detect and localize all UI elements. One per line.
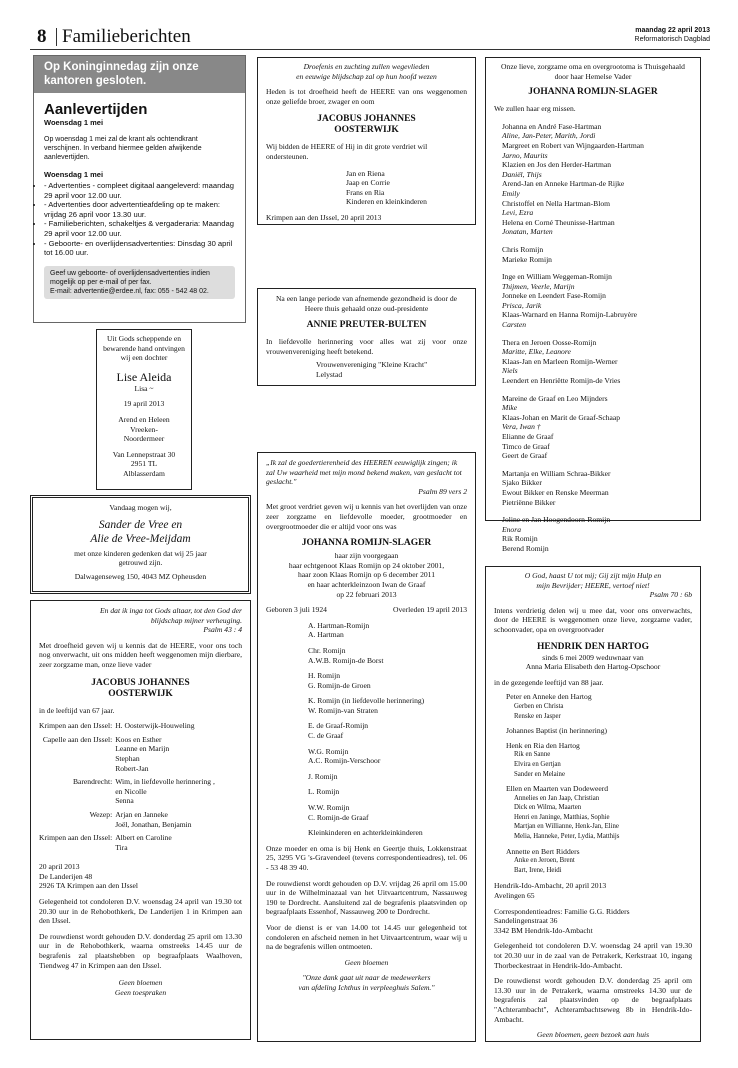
family-group [308, 671, 467, 690]
baby-name: Lise Aleida [116, 369, 172, 384]
parents-line: Arend en Heleen [118, 414, 170, 424]
family-member: A.W.B. Romijn-de Borst [308, 655, 384, 665]
family-member: Geert de Graaf [502, 451, 548, 461]
family-member: Ellen en Maarten van Dodeweerd [506, 784, 609, 794]
obituary-text: In liefdevolle herinnering voor alles wat zij voor onze vrouwenvereniging heeft betekend. [266, 337, 467, 356]
family-group [506, 726, 692, 736]
couple-name: Sander de Vree en [98, 518, 183, 531]
obituary-date: 20 april 2013 [39, 862, 80, 872]
obituary-hendrik-den-hartog [485, 566, 701, 1042]
family-member: L. Romijn [308, 787, 340, 797]
wedding-intro: Vandaag mogen wij, [109, 503, 172, 512]
list-item: • - Advertenties door advertentieafdeling op te maken: vrijdag 26 april voor 13.30 uur. [44, 200, 235, 219]
page-header [30, 24, 710, 50]
family-member: Margreet en Robert van Wijngaarden-Hartman [502, 140, 644, 150]
family-member: Annelies en Jan Jaap, Christian [514, 794, 600, 802]
page-number: 8 [37, 26, 47, 47]
family-group [308, 772, 467, 782]
family-member: Dick en Wilma, Maarten [514, 804, 582, 812]
family-member: Ewout Bikker en Renske Meerman [502, 487, 609, 497]
bible-verse: mijn Bevrijder; HEERE, vertoef niet! [536, 580, 650, 590]
family-member: Chris Romijn [502, 244, 544, 254]
table-row [39, 721, 242, 731]
family-member: Annette en Bert Ridders [506, 846, 580, 856]
condolence-info: Voor de dienst is er van 14.00 tot 14.45 uur gelegenheid tot condoleren en afscheid nemen in het Uitvaartcentrum, waar wij u na de begrafenis willen ontmoeten. [266, 922, 467, 952]
family-member: Pietriënne Bikker [502, 497, 556, 507]
family-members: Wim, in liefdevolle herinnering , en Nicolle Senna [115, 777, 215, 806]
bible-verse: En dat ik inga tot Gods altaar, tot den God der blijdschap mijner verheuging. [100, 606, 242, 625]
obituary-intro: Heden is tot droefheid heeft de HEERE van ons weggenomen onze geliefde broer, zwager en oom [266, 87, 467, 106]
family-member: W. Romijn-van Straten [308, 705, 378, 715]
family-member: Enora [502, 524, 521, 534]
organisation-place: Lelystad [316, 369, 343, 379]
family-member: Melia, Hanneke, Peter, Lydia, Matthijs [514, 833, 620, 841]
family-member: Leendert en Henriëtte Romijn-de Vries [502, 376, 621, 386]
deceased-name: HENDRIK DEN HARTOG [537, 641, 649, 652]
mourners-list [266, 169, 467, 207]
mourner-name: Jan en Riena [346, 168, 385, 178]
family-member: Mike [502, 403, 518, 413]
closing-note: Geen bloemen, geen bezoek aan huis [536, 1030, 650, 1040]
thanks-line: van afdeling Ichthus in verpleeghuis Salem." [298, 982, 435, 992]
family-members: Arjan en Janneke Joël, Jonathan, Benjamin [115, 809, 192, 829]
grandchildren-list [494, 122, 692, 554]
family-group [506, 741, 692, 779]
advert-contact[interactable]: E-mail: advertentie@erdee.nl, fax: 055 - 542 48 02. [50, 287, 209, 295]
address-line: Alblasserdam [123, 468, 165, 478]
family-member: Helena en Corné Theunisse-Hartman [502, 217, 615, 227]
family-group [502, 272, 692, 330]
family-members: Albert en Caroline Tira [115, 833, 172, 852]
family-member: W.G. Romijn [308, 746, 349, 756]
table-row [39, 810, 242, 829]
family-place: Capelle aan den IJssel: [42, 734, 113, 744]
deceased-name: JOHANNA ROMIJN-SLAGER [301, 538, 432, 549]
family-member: Johanna en André Fase-Hartman [502, 121, 602, 131]
obituary-jacobus-family [257, 57, 476, 225]
date-text: maandag 22 april 2013 [635, 27, 710, 34]
deceased-surname: OOSTERWIJK [108, 688, 173, 699]
parents-line: Noordermeer [123, 434, 165, 444]
wedding-address: Dalwagenseweg 150, 4043 MZ Opheusden [74, 571, 207, 581]
death-date: Overleden 19 april 2013 [392, 605, 467, 615]
closing-notice-advert [33, 55, 246, 323]
address-line: 2926 TA Krimpen aan den IJssel [39, 881, 139, 891]
family-table [39, 721, 242, 856]
organisation: Vrouwenvereniging "Kleine Kracht" [316, 360, 428, 370]
family-member: W.W. Romijn [308, 803, 350, 813]
bible-verse: en eeuwige blijdschap zal op hun hoofd wezen [296, 71, 437, 81]
family-group [502, 469, 692, 507]
table-row [39, 833, 242, 852]
verse-reference: Psalm 43 : 4 [203, 625, 242, 635]
deceased-name: ANNIE PREUTER-BULTEN [306, 320, 427, 331]
family-member: Mareine de Graaf en Leo Mijnders [502, 393, 608, 403]
family-group [502, 245, 692, 264]
place-date: Krimpen aan den IJssel, 20 april 2013 [266, 212, 382, 222]
family-place: Krimpen aan den IJssel: [39, 721, 113, 731]
life-dates [266, 605, 467, 615]
correspondence-line: Correspondentieadres: Familie G.G. Ridders [494, 906, 630, 916]
funeral-info: De rouwdienst wordt gehouden D.V. donderdag 25 april om 13.30 uur in de Rehobothkerk, waarna omstreeks 14.45 uur de begrafenis zal plaatshebben op begraafplaats Waalhoven, Tiendweg 47 in Krimpen aan den IJssel. [39, 931, 242, 970]
family-member: Vera, Iwan † [502, 422, 541, 432]
family-group [506, 847, 692, 876]
family-member: Rik en Sanne [514, 751, 551, 759]
verse-reference: Psalm 89 vers 2 [418, 486, 467, 496]
wedding-text: met onze kinderen gedenken dat wij 25 jaar getrouwd zijn. [74, 548, 207, 568]
family-group [308, 621, 467, 640]
family-member: J. Romijn [308, 771, 338, 781]
obituary-intro: Met groot verdriet geven wij u kennis van het overlijden van onze zeer zorgzame en liefdevolle moeder, grootmoeder en overgrootmoeder die er altijd voor ons was [266, 502, 467, 531]
family-member: Rik Romijn [502, 534, 538, 544]
obituary-text: Wij bidden de HEERE of Hij in dit grote verdriet wil ondersteunen. [266, 142, 428, 161]
deceased-name: JACOBUS JOHANNES [317, 114, 416, 125]
family-group [502, 122, 692, 237]
family-member: Klaas-Warnard en Hanna Romijn-Labruyère [502, 310, 637, 320]
family-members: Koos en Esther Leanne en Marijn Stephan Robert-Jan [115, 734, 170, 773]
family-member: Anke en Jeroen, Brent [514, 857, 575, 865]
family-group [506, 692, 692, 721]
family-member: Bart, Irene, Heidi [514, 866, 562, 874]
advert-day: Woensdag 1 mei [44, 118, 104, 127]
verse-reference: Psalm 70 : 6b [649, 590, 692, 600]
family-member: Christoffel en Nella Hartman-Blom [502, 198, 611, 208]
family-member: Thijmen, Veerle, Marijn [502, 281, 575, 291]
family-member: Renske en Jasper [514, 712, 561, 720]
correspondence-line: Sandelingenstraat 36 [494, 916, 558, 926]
family-list [494, 692, 692, 875]
bible-verse: „Ik zal de goedertierenheid des HEEREN eeuwiglijk zingen; ik zal Uw waarheid met mijn mond bekend maken, van geslacht tot geslacht." [266, 458, 462, 487]
predeceased-line: haar echtgenoot Klaas Romijn op 24 oktober 2001, [288, 560, 445, 570]
condolence-info: Gelegenheid tot condoleren D.V. woensdag 24 april van 19.30 tot 20.30 uur in de Rehobothkerk, De Landerijen 1 in Krimpen aan den IJssel. [39, 897, 242, 926]
family-member: G. Romijn-de Groen [308, 680, 371, 690]
grandchildren-line: Kleinkinderen en achterkleinkinderen [308, 828, 423, 838]
family-place: Krimpen aan den IJssel: [39, 833, 113, 843]
advert-note-box [44, 266, 235, 299]
family-member: A. Hartman-Romijn [308, 620, 370, 630]
couple-name: Alie de Vree-Meijdam [90, 532, 191, 545]
family-member: Henri en Janinge, Matthias, Sophie [514, 813, 610, 821]
table-row [39, 777, 242, 806]
closing-note: Geen bloemen [344, 957, 389, 967]
advert-banner: Op Koninginnedag zijn onze kantoren gesloten. [34, 56, 245, 93]
birth-announcement [96, 329, 192, 490]
baby-nickname: Lisa ~ [134, 383, 154, 393]
family-member: Chr. Romijn [308, 645, 346, 655]
family-member: Jarno, Maurits [502, 150, 548, 160]
header-divider [56, 28, 57, 46]
table-row [39, 735, 242, 773]
family-member: Thera en Jeroen Oosse-Romijn [502, 337, 597, 347]
family-member: Henk en Ria den Hartog [506, 740, 580, 750]
family-member: E. de Graaf-Romijn [308, 721, 369, 731]
family-member: Levi, Ezra [502, 208, 534, 218]
predeceased-line: en haar achterkleinzoon Iwan de Graaf [307, 579, 426, 589]
list-item: • - Familieberichten, schakeltjes & vergaderaria: Maandag 29 april voor 12.00 uur. [44, 219, 235, 238]
mourner-name: Kinderen en kleinkinderen [346, 197, 427, 207]
widower-line: sinds 6 mei 2009 weduwnaar van [542, 652, 644, 662]
birth-intro: Uit Gods scheppende en bewarende hand ontvingen wij een dochter [103, 334, 185, 363]
obituary-intro: Na een lange periode van afnemende gezondheid is door de Heere thuis gehaald onze oud-presidente [275, 294, 458, 313]
family-member: Klaas-Jan en Marleen Romijn-Werner [502, 356, 618, 366]
obituary-intro: Onze lieve, zorgzame oma en overgrootoma is Thuisgehaald door haar Hemelse Vader [501, 62, 685, 81]
widower-line: Anna Maria Elisabeth den Hartog-Opschoor [525, 662, 661, 672]
family-member: H. Romijn [308, 671, 341, 681]
deceased-age: in de leeftijd van 67 jaar. [39, 705, 115, 715]
wedding-anniversary [30, 495, 251, 594]
family-group [308, 646, 467, 665]
address-line: De Landerijen 48 [39, 871, 93, 881]
family-member: Prisca, Jarik [502, 300, 542, 310]
list-item: • - Geboorte- en overlijdensadvertenties: Dinsdag 30 april tot 16.00 uur. [44, 239, 235, 258]
family-member: Inge en William Weggeman-Romijn [502, 272, 612, 282]
family-member: Gerben en Christa [514, 702, 564, 710]
family-member: Berend Romijn [502, 543, 549, 553]
parents-line: Vreeken- [130, 424, 158, 434]
family-member: Daniël, Thijs [502, 169, 542, 179]
family-member: Elianne de Graaf [502, 432, 554, 441]
advert-note: Geef uw geboorte- of overlijdensadvertenties indien mogelijk op per e-mail of per fax. [50, 269, 210, 286]
thanks-line: "Onze dank gaat uit naar de medewerkers [302, 973, 431, 983]
obituary-annie-preuter [257, 288, 476, 386]
family-members: H. Oosterwijk-Houweling [115, 721, 195, 731]
paper-name: Reformatorisch Dagblad [634, 35, 710, 43]
address-line: 2951 TL [130, 459, 158, 469]
family-member: K. Romijn (in liefdevolle herinnering) [308, 696, 425, 706]
family-member: Jonneke en Leendert Fase-Romijn [502, 291, 606, 301]
family-member: Aline, Jan-Peter, Marith, Jordi [502, 131, 596, 141]
address-line: Van Lennepstraat 30 [112, 449, 176, 459]
predeceased-line: haar zijn voorgegaan [334, 551, 399, 561]
family-member: C. Romijn-de Graaf [308, 812, 369, 822]
family-place: Wezep: [89, 809, 113, 819]
section-title: Familieberichten [62, 26, 191, 47]
family-member: Martanja en William Schraa-Bikker [502, 468, 611, 478]
family-member: Peter en Anneke den Hartog [506, 692, 592, 702]
deceased-surname: OOSTERWIJK [334, 125, 399, 136]
address-line: Avelingen 65 [494, 891, 535, 901]
advert-intro: Op woensdag 1 mei zal de krant als ochtendkrant verschijnen. In verband hiermee gelden afwijkende aanlevertijden. [44, 136, 202, 161]
family-member: Jonatan, Marten [502, 227, 553, 237]
deceased-name: JACOBUS JOHANNES [91, 677, 190, 688]
deceased-name: JOHANNA ROMIJN-SLAGER [528, 87, 658, 98]
family-group [506, 784, 692, 842]
predeceased-line: op 22 februari 2013 [336, 589, 397, 599]
family-group [308, 721, 467, 740]
bible-verse: O God, haast U tot mij; Gij zijt mijn Hulp en [524, 571, 662, 580]
obituary-johanna-romijn [257, 452, 476, 1042]
family-member: Martjan en Willianne, Henk-Jan, Eline [514, 823, 619, 831]
predeceased-list [266, 551, 467, 599]
family-member: Carsten [502, 320, 527, 330]
family-member: Niels [502, 366, 518, 376]
family-group [308, 803, 467, 822]
header-date [635, 27, 710, 44]
family-member: A.C. Romijn-Verschoor [308, 756, 381, 766]
visitation-info: Onze moeder en oma is bij Henk en Geertje thuis, Lokkenstraat 25, 3295 VG 's-Gravendeel (tevens correspondentieadres), tel. 06 - 53 48 39 40. [266, 843, 467, 872]
obituary-intro: Met droefheid geven wij u kennis dat de HEERE, voor ons toch nog onverwacht, uit ons midden heeft weggenomen mijn dierbare, zeer zorgzame man, onze lieve vader [39, 640, 242, 669]
family-member: Marieke Romijn [502, 254, 552, 264]
family-group [308, 787, 467, 797]
advert-sub: Woensdag 1 mei [44, 170, 104, 179]
family-member: Arend-Jan en Anneke Hartman-de Rijke [502, 179, 625, 189]
correspondence-line: 3342 BM Hendrik-Ido-Ambacht [494, 925, 593, 935]
family-member: Elvira en Gertjan [514, 760, 561, 768]
family-member: A. Hartman [308, 630, 344, 640]
deceased-age: in de gezegende leeftijd van 88 jaar. [494, 677, 604, 687]
family-member: Maritte, Elke, Leanore [502, 347, 571, 357]
family-member: Emily [502, 188, 520, 198]
birth-date: Geboren 3 juli 1924 [266, 605, 327, 615]
list-item: • - Advertenties - compleet digitaal aangeleverd: maandag 29 april voor 12.00 uur. [44, 181, 235, 200]
birth-date: 19 april 2013 [123, 399, 165, 409]
family-member: C. de Graaf [308, 731, 344, 741]
place-date: Hendrik-Ido-Ambacht, 20 april 2013 [494, 881, 607, 891]
funeral-info: De rouwdienst wordt gehouden op D.V. vrijdag 26 april om 15.00 uur in de Wilhelminazaal van het Uitvaartcentrum, Nassauweg 190 te Dordrecht. Aansluitend zal de begrafenis plaatsvinden op begraafplaats Essenhof, Nassauweg 200 te Dordrecht. [266, 878, 467, 917]
advert-list [44, 181, 235, 258]
family-group [308, 747, 467, 766]
family-member: Joline en Jan Hoogendoorn-Romijn [502, 515, 611, 525]
condolence-info: Gelegenheid tot condoleren D.V. woensdag 24 april van 19.30 tot 20.30 uur in de zaal van de Petrakerk, Kerkstraat 10, ingang Thorbeckestraat in Hendrik-Ido-Ambacht. [494, 941, 692, 970]
family-member: Sander en Melaine [514, 770, 565, 778]
advert-heading: Aanlevertijden [44, 101, 148, 118]
obituary-johanna-grandchildren [485, 57, 701, 553]
family-group [308, 696, 467, 715]
family-group [502, 394, 692, 461]
family-place: Barendrecht: [72, 777, 113, 787]
mourner-name: Frans en Ria [346, 187, 385, 197]
closing-note: Geen toespraken [114, 987, 167, 997]
obituary-jacobus-oosterwijk [30, 600, 251, 1040]
family-group [502, 515, 692, 553]
obituary-text: We zullen haar erg missen. [494, 104, 576, 114]
family-list [266, 621, 467, 823]
funeral-info: De rouwdienst wordt gehouden D.V. donderdag 25 april om 13.30 uur in de Petrakerk, waarna omstreeks 14.30 uur de begrafenis zal plaatsvinden op de begraafplaats "Achterambacht", Achterambachtseweg 8b in Hendrik-Ido-Ambacht. [494, 976, 692, 1024]
mourner-name: Jaap en Corrie [346, 178, 390, 188]
family-member: Klazien en Jos den Herder-Hartman [502, 160, 612, 170]
family-group [502, 338, 692, 386]
bible-verse: Droefenis en zuchting zullen wegevlieden [303, 62, 430, 71]
family-member: Klaas-Johan en Marit de Graaf-Schaap [502, 412, 621, 422]
obituary-intro: Intens verdrietig delen wij u mee dat, voor ons onverwachts, door de HEERE is weggenomen onze lieve, zorgzame vader, schoonvader, opa en overgrootvader [494, 605, 692, 634]
closing-note: Geen bloemen [118, 978, 163, 988]
predeceased-line: haar zoon Klaas Romijn op 6 december 2011 [298, 570, 435, 580]
family-member: Sjako Bikker [502, 478, 542, 488]
family-member: Timco de Graaf [502, 441, 550, 451]
family-member: Johannes Baptist (in herinnering) [506, 726, 608, 736]
